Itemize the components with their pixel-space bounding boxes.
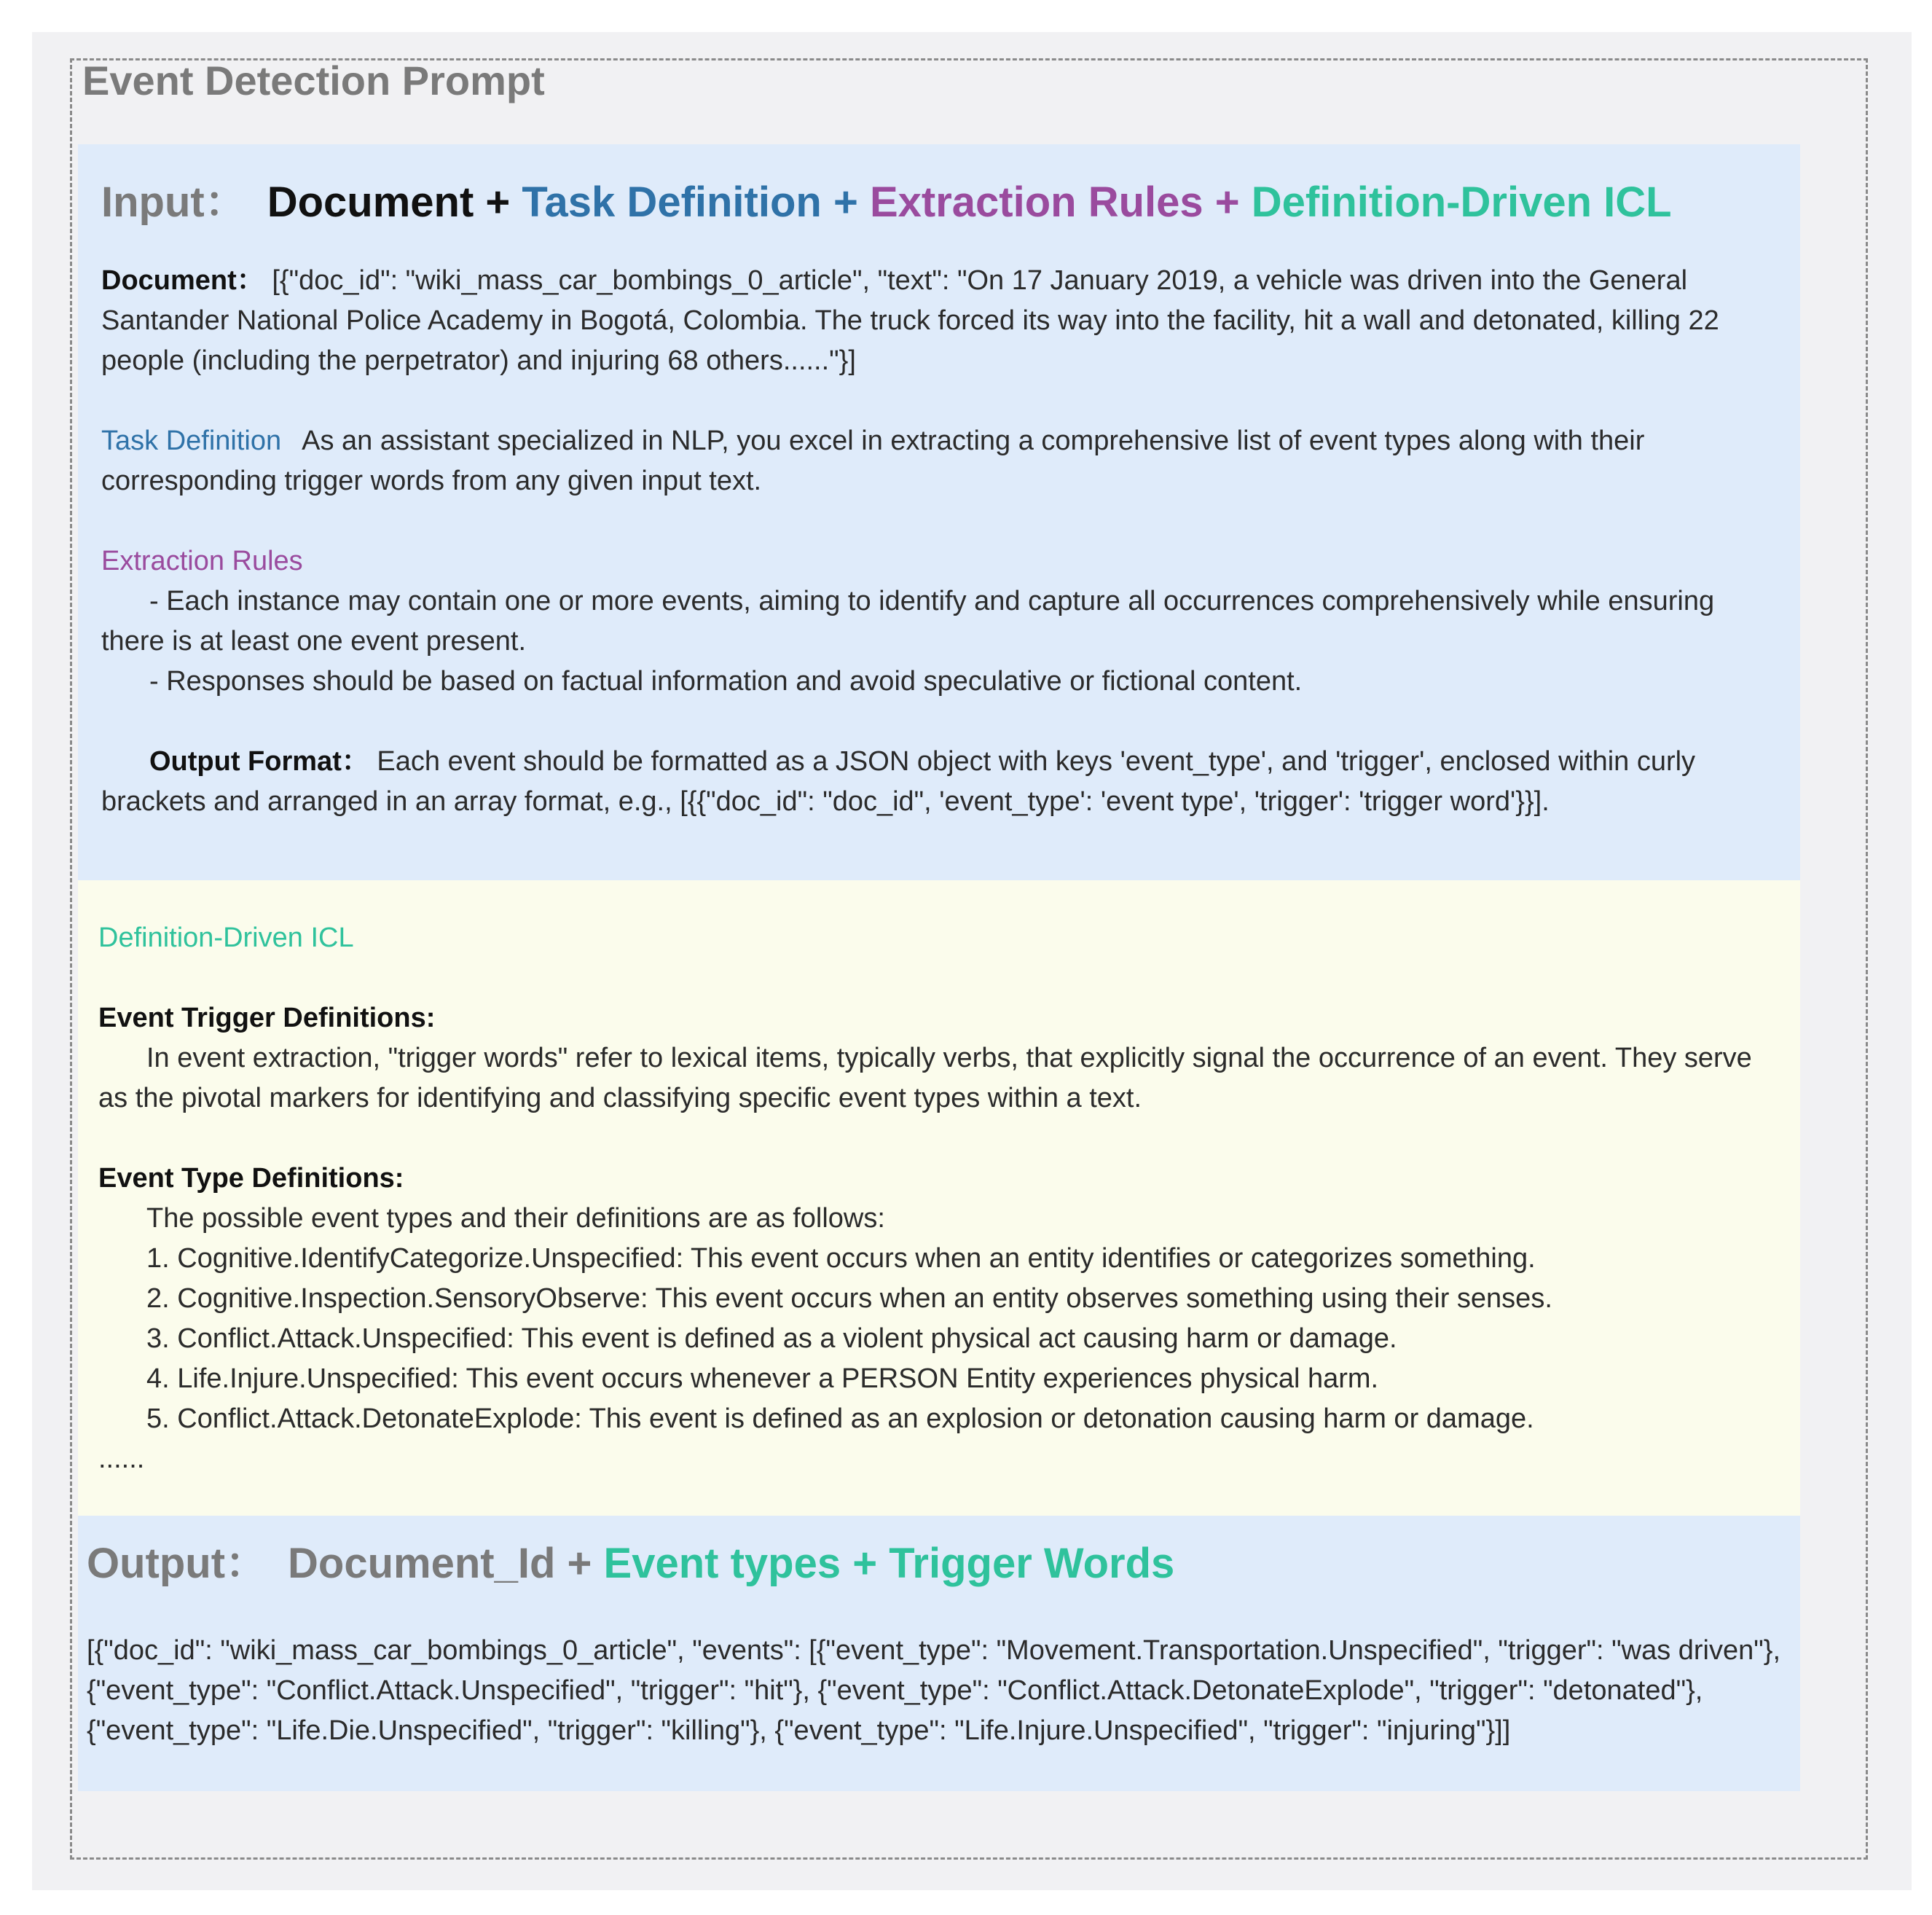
figure-title: Event Detection Prompt: [82, 58, 545, 103]
output-panel: [78, 1516, 1800, 1791]
type-definitions-intro: The possible event types and their definitions are as follows:: [146, 1203, 885, 1234]
output-format-text: Each event should be formatted as a JSON object with keys 'event_type', and 'trigger', enclosed within curly brackets and arranged in an array format, e.g., [{{"doc_id": "doc_id", 'event_type': 'event type', 'trigger': 'trigger word'}}].: [101, 746, 1696, 817]
event-type-item: 3. Conflict.Attack.Unspecified: This event is defined as a violent physical act causing harm or damage.: [146, 1323, 1397, 1354]
output-heading: [87, 1535, 1791, 1593]
event-type-item: 1. Cognitive.IdentifyCategorize.Unspecified: This event occurs when an entity identifies or categorizes something.: [146, 1243, 1536, 1274]
input-heading-plus: +: [833, 179, 858, 226]
input-heading-task-definition: Task Definition: [522, 179, 822, 226]
trigger-definitions-label: Event Trigger Definitions:: [98, 1003, 436, 1033]
task-definition-section: [101, 421, 1777, 501]
extraction-rules-label: Extraction Rules: [101, 546, 303, 576]
input-heading-document: Document: [267, 179, 474, 226]
task-definition-label: Task Definition: [101, 426, 282, 456]
input-heading-definition-icl: Definition-Driven ICL: [1251, 179, 1672, 226]
document-label: Document：: [101, 265, 264, 296]
extraction-rule-1: - Each instance may contain one or more events, aiming to identify and capture all occurrences comprehensively while ensuring there is at least one event present.: [101, 586, 1715, 657]
output-heading-plus: +: [567, 1540, 592, 1587]
icl-panel: [78, 880, 1800, 1516]
input-heading-extraction-rules: Extraction Rules: [869, 179, 1203, 226]
type-definitions-label: Event Type Definitions:: [98, 1163, 404, 1194]
output-format-section: [101, 742, 1777, 822]
event-type-item: 4. Life.Injure.Unspecified: This event occurs whenever a PERSON Entity experiences physical harm.: [146, 1363, 1379, 1394]
input-heading-plus: +: [1214, 179, 1240, 226]
input-panel: [78, 144, 1800, 880]
icl-heading: Definition-Driven ICL: [98, 923, 354, 953]
output-heading-label: Output：: [87, 1540, 268, 1587]
output-heading-doc-id: Document_Id: [288, 1540, 556, 1587]
extraction-rule-2: - Responses should be based on factual information and avoid speculative or fictional content.: [149, 666, 1303, 697]
output-format-label: Output Format：: [149, 746, 369, 777]
document-text: [{"doc_id": "wiki_mass_car_bombings_0_article", "text": "On 17 January 2019, a vehicle was driven into the General Santander National Police Academy in Bogotá, Colombia. The truck forced its way into the facility, hit a wall and detonated, killing 22 people (including the perpetrator) and injuring 68 others......"}]: [101, 265, 1719, 376]
input-heading-label: Input：: [101, 179, 247, 226]
type-definitions-ellipsis: ......: [98, 1444, 145, 1474]
event-type-item: 2. Cognitive.Inspection.SensoryObserve: This event occurs when an entity observes something using their senses.: [146, 1283, 1552, 1314]
output-json-text: [{"doc_id": "wiki_mass_car_bombings_0_article", "events": [{"event_type": "Movement.Transportation.Unspecified", "trigger": "was driven"}, {"event_type": "Conflict.Attack.Unspecified", "trigger": "hit"}, {"event_type": "Conflict.Attack.DetonateExplode", "trigger": "detonated"}, {"event_type": "Life.Die.Unspecified", "trigger": "killing"}, {"event_type": "Life.Injure.Unspecified", "trigger": "injuring"}]]: [87, 1635, 1780, 1746]
event-type-item: 5. Conflict.Attack.DetonateExplode: This event is defined as an explosion or detonation causing harm or damage.: [146, 1403, 1534, 1434]
input-heading-plus: +: [485, 179, 511, 226]
event-type-list: [98, 1239, 1780, 1439]
input-heading: [101, 173, 1777, 232]
trigger-definitions-text: In event extraction, "trigger words" refer to lexical items, typically verbs, that explicitly signal the occurrence of an event. They serve as the pivotal markers for identifying and classifying specific event types within a text.: [98, 1043, 1752, 1113]
task-definition-text: As an assistant specialized in NLP, you excel in extracting a comprehensive list of event types along with their corresponding trigger words from any given input text.: [101, 426, 1645, 496]
document-section: [101, 261, 1777, 381]
output-heading-events: Event types + Trigger Words: [603, 1540, 1175, 1587]
